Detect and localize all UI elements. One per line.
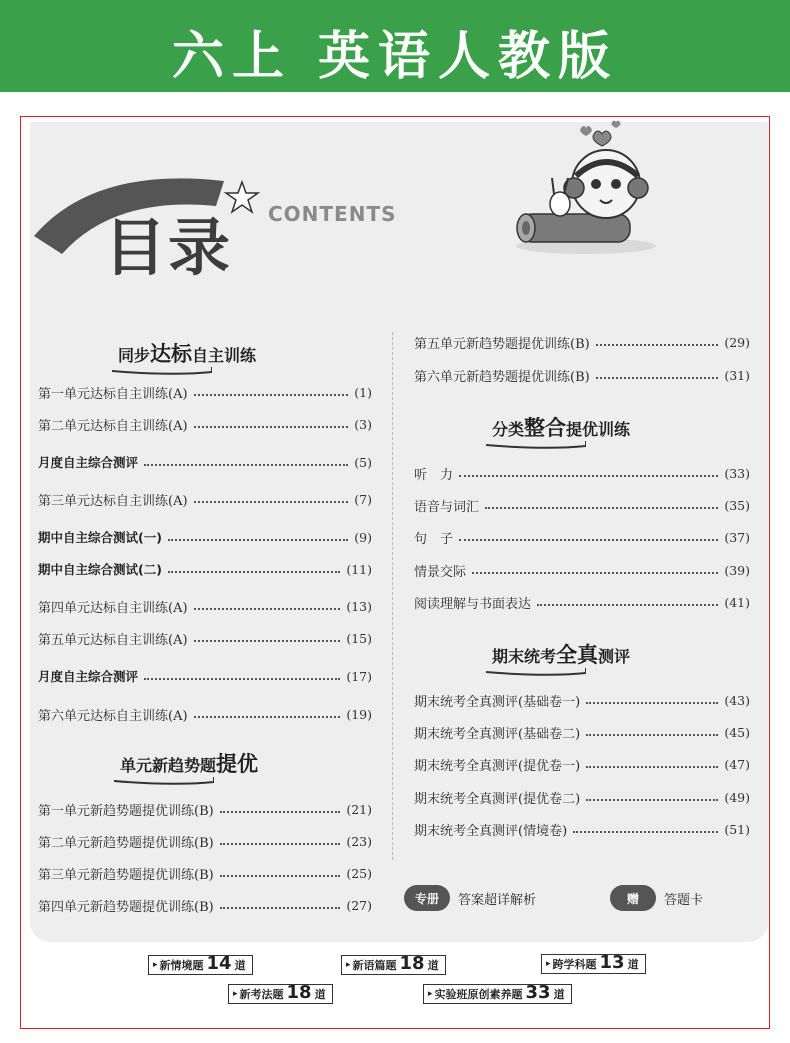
section-title-category: 分类整合提优训练	[492, 412, 630, 442]
toc-row[interactable]: 阅读理解与书面表达 (41)	[414, 594, 750, 612]
toc-row[interactable]: 第四单元新趋势题提优训练(B) (27)	[38, 897, 372, 915]
question-count-tag: ▸ 新语篇题 18 道	[341, 955, 446, 975]
top-banner	[0, 0, 790, 92]
answer-card-badge	[610, 884, 703, 912]
toc-row[interactable]: 句 子 (37)	[414, 529, 750, 547]
heart-icon	[593, 131, 611, 146]
badge-text: 答题卡	[664, 892, 704, 908]
section-title-trend: 单元新趋势题提优	[120, 748, 258, 778]
banner-title: 六上 英语人教版	[171, 27, 619, 87]
page-title: 目录	[104, 211, 233, 284]
toc-row[interactable]: 情景交际 (39)	[414, 562, 750, 580]
toc-row[interactable]: 语音与词汇 (35)	[414, 497, 750, 515]
toc-row[interactable]: 期中自主综合测试(二) (11)	[38, 561, 372, 577]
question-count-tag: ▸ 新情境题 14 道	[148, 955, 253, 975]
cartoon-illustration	[516, 118, 676, 258]
answer-booklet-badge	[404, 884, 536, 912]
toc-row[interactable]: 期中自主综合测试(一) (9)	[38, 529, 372, 545]
badge-gift: 赠	[610, 885, 656, 911]
question-count-tag: ▸ 跨学科题 13 道	[541, 954, 646, 974]
toc-row[interactable]: 第二单元新趋势题提优训练(B) (23)	[38, 833, 372, 851]
toc-row[interactable]: 期末统考全真测评(提优卷二) (49)	[414, 789, 750, 807]
section-title-final: 期末统考全真测评	[492, 639, 630, 669]
toc-row[interactable]: 第六单元达标自主训练(A) (19)	[38, 706, 372, 724]
toc-row[interactable]: 听 力 (33)	[414, 465, 750, 483]
badge-text: 答案超详解析	[458, 892, 537, 908]
toc-row[interactable]: 第三单元达标自主训练(A) (7)	[38, 491, 372, 509]
toc-row[interactable]: 第一单元达标自主训练(A) (1)	[38, 384, 372, 402]
contents-heading: CONTENTS	[268, 202, 397, 226]
toc-row[interactable]: 第一单元新趋势题提优训练(B) (21)	[38, 801, 372, 819]
toc-row[interactable]: 月度自主综合测评 (17)	[38, 668, 372, 684]
column-divider	[392, 332, 393, 860]
question-count-tag: ▸ 新考法题 18 道	[228, 984, 333, 1004]
toc-row[interactable]: 第四单元达标自主训练(A) (13)	[38, 598, 372, 616]
section-title-sync: 同步达标自主训练	[118, 338, 256, 368]
toc-row[interactable]: 期末统考全真测评(基础卷二) (45)	[414, 724, 750, 742]
toc-row[interactable]: 期末统考全真测评(提优卷一) (47)	[414, 756, 750, 774]
toc-row[interactable]: 期末统考全真测评(情境卷) (51)	[414, 821, 750, 839]
toc-row[interactable]: 第五单元达标自主训练(A) (15)	[38, 630, 372, 648]
toc-row[interactable]: 期末统考全真测评(基础卷一) (43)	[414, 692, 750, 710]
question-count-tag: ▸ 实验班原创素养题 33 道	[423, 984, 572, 1004]
toc-row[interactable]: 第五单元新趋势题提优训练(B) (29)	[414, 334, 750, 352]
toc-row[interactable]: 第六单元新趋势题提优训练(B) (31)	[414, 367, 750, 385]
toc-row[interactable]: 第三单元新趋势题提优训练(B) (25)	[38, 865, 372, 883]
toc-row[interactable]: 月度自主综合测评 (5)	[38, 454, 372, 470]
badge-special: 专册	[404, 885, 450, 911]
toc-row[interactable]: 第二单元达标自主训练(A) (3)	[38, 416, 372, 434]
